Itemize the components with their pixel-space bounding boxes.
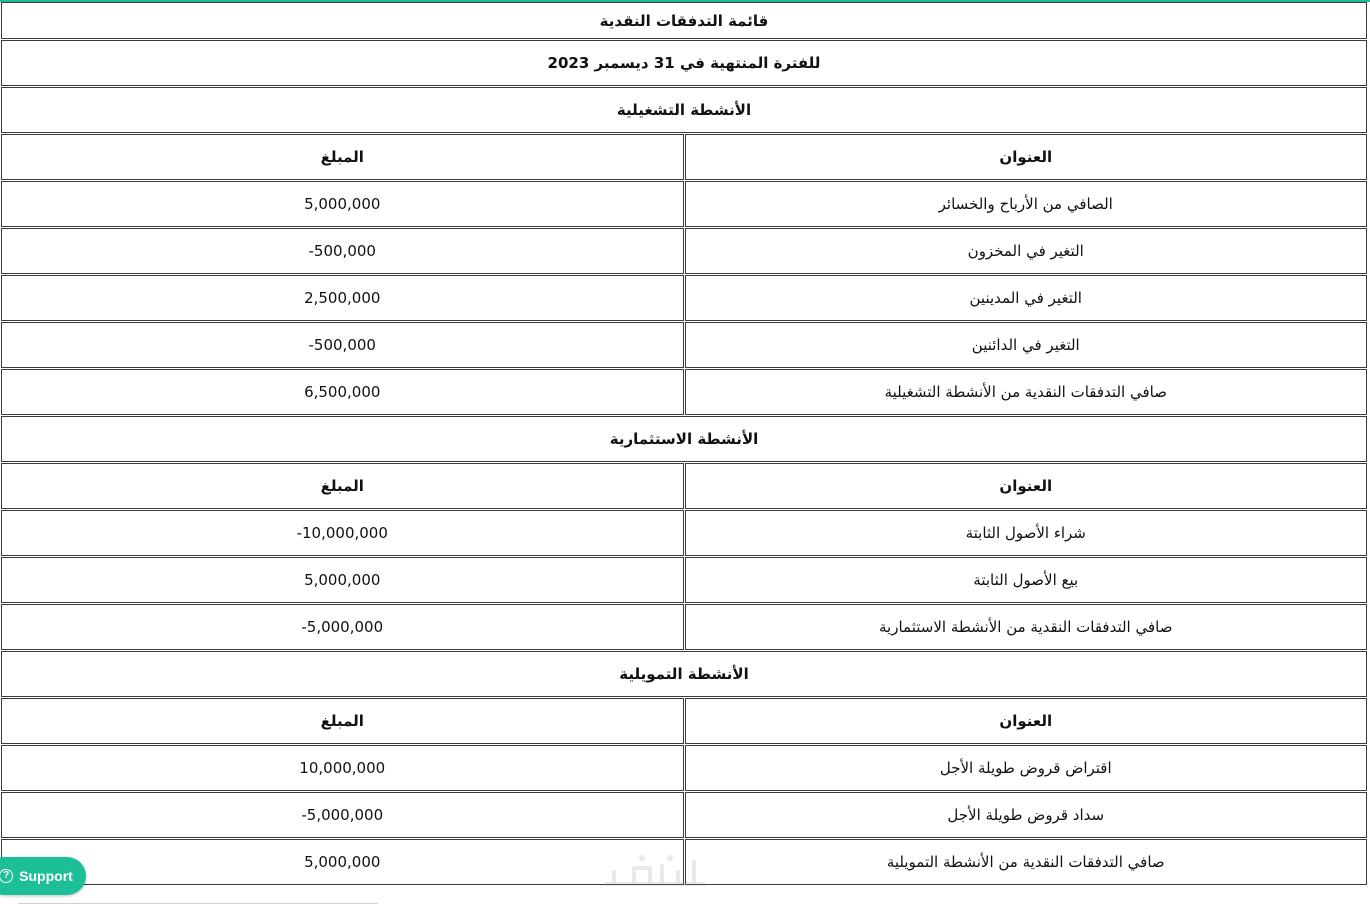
- row-amount: 5,000,000: [1, 557, 684, 603]
- column-header-amount: المبلغ: [1, 463, 684, 509]
- statement-title-row: [1, 2, 1367, 39]
- row-title: بيع الأصول الثابتة: [685, 557, 1368, 603]
- table-row: [1, 557, 1367, 603]
- section-header-row: [1, 651, 1367, 697]
- table-row: [1, 792, 1367, 838]
- column-header-row: [1, 698, 1367, 744]
- column-header-row: [1, 134, 1367, 180]
- column-header-title: العنوان: [685, 463, 1368, 509]
- table-row: [1, 745, 1367, 791]
- table-row: [1, 181, 1367, 227]
- row-title: صافي التدفقات النقدية من الأنشطة التمويلية: [685, 839, 1368, 885]
- row-amount: -10,000,000: [1, 510, 684, 556]
- statement-period: للفترة المنتهية في 31 ديسمبر 2023: [1, 40, 1367, 86]
- column-header-amount: المبلغ: [1, 698, 684, 744]
- page-bottom-divider: [18, 903, 378, 904]
- section-title-operating: الأنشطة التشغيلية: [1, 87, 1367, 133]
- table-row: [1, 228, 1367, 274]
- row-title: سداد قروض طويلة الأجل: [685, 792, 1368, 838]
- row-amount: -500,000: [1, 228, 684, 274]
- row-amount: 2,500,000: [1, 275, 684, 321]
- section-header-row: [1, 87, 1367, 133]
- section-title-financing: الأنشطة التمويلية: [1, 651, 1367, 697]
- row-title: التغير في الدائنين: [685, 322, 1368, 368]
- row-title: التغير في المخزون: [685, 228, 1368, 274]
- section-title-investing: الأنشطة الاستثمارية: [1, 416, 1367, 462]
- row-amount: -5,000,000: [1, 604, 684, 650]
- column-header-title: العنوان: [685, 134, 1368, 180]
- column-header-row: [1, 463, 1367, 509]
- row-amount: 5,000,000: [1, 181, 684, 227]
- row-amount: -5,000,000: [1, 792, 684, 838]
- cash-flow-table: [0, 1, 1368, 886]
- row-title: صافي التدفقات النقدية من الأنشطة الاستثمارية: [685, 604, 1368, 650]
- column-header-title: العنوان: [685, 698, 1368, 744]
- row-amount: 6,500,000: [1, 369, 684, 415]
- row-amount: 5,000,000: [1, 839, 684, 885]
- row-title: الصافي من الأرباح والخسائر: [685, 181, 1368, 227]
- table-row-total: [1, 369, 1367, 415]
- statement-period-row: [1, 40, 1367, 86]
- row-amount: 10,000,000: [1, 745, 684, 791]
- table-row: [1, 510, 1367, 556]
- row-title: التغير في المدينين: [685, 275, 1368, 321]
- table-row-total: [1, 604, 1367, 650]
- section-header-row: [1, 416, 1367, 462]
- row-title: شراء الأصول الثابتة: [685, 510, 1368, 556]
- statement-title: قائمة التدفقات النقدية: [1, 2, 1367, 39]
- row-amount: -500,000: [1, 322, 684, 368]
- support-button-label: Support: [19, 868, 73, 884]
- column-header-amount: المبلغ: [1, 134, 684, 180]
- support-button[interactable]: [0, 857, 86, 895]
- question-circle-icon: ?: [0, 869, 13, 883]
- table-row-total: [1, 839, 1367, 885]
- row-title: صافي التدفقات النقدية من الأنشطة التشغيلية: [685, 369, 1368, 415]
- table-row: [1, 322, 1367, 368]
- table-row: [1, 275, 1367, 321]
- row-title: اقتراض قروض طويلة الأجل: [685, 745, 1368, 791]
